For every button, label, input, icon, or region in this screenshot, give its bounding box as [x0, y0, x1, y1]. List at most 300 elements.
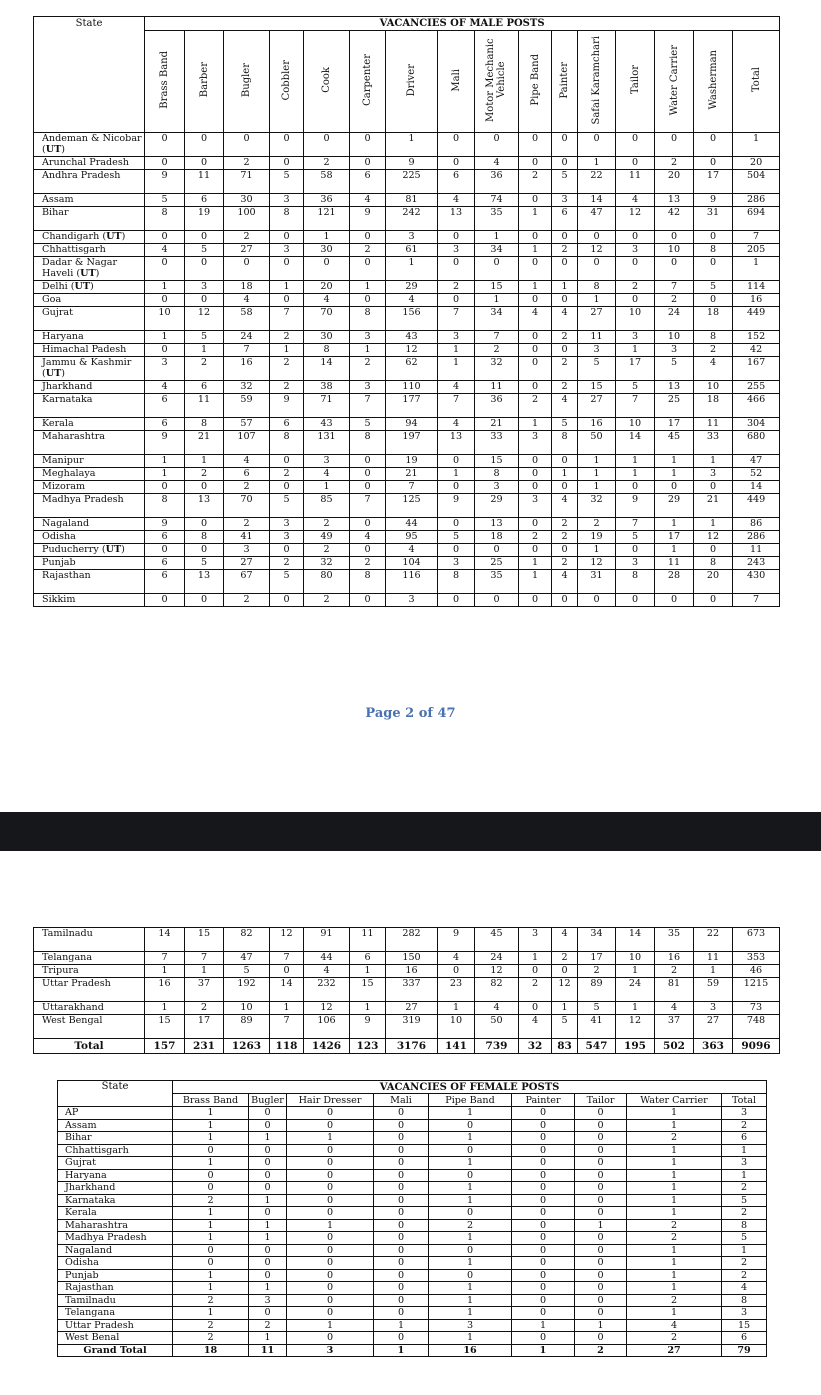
- value-cell: 1: [578, 157, 616, 170]
- value-cell: 0: [304, 133, 350, 157]
- value-cell: 1: [270, 344, 304, 357]
- value-cell: 0: [173, 1244, 249, 1257]
- value-cell: 0: [374, 1307, 429, 1320]
- male-table-body: [34, 133, 780, 607]
- value-cell: 7: [386, 481, 438, 494]
- value-cell: 1: [519, 244, 552, 257]
- value-cell: 6: [145, 557, 185, 570]
- value-cell: 6: [552, 207, 578, 231]
- state-cell: Tamilnadu: [58, 1294, 173, 1307]
- value-cell: 2: [722, 1119, 767, 1132]
- value-cell: 0: [512, 1269, 575, 1282]
- value-cell: 1: [173, 1119, 249, 1132]
- state-name: Meghalaya: [42, 468, 96, 479]
- value-cell: 0: [374, 1182, 429, 1195]
- value-cell: 4: [224, 455, 270, 468]
- value-cell: 8: [270, 207, 304, 231]
- value-cell: 57: [224, 418, 270, 431]
- state-cell: Uttar Pradesh: [58, 1319, 173, 1332]
- value-cell: 16: [578, 418, 616, 431]
- table-row: [58, 1269, 767, 1282]
- state-cell: [34, 331, 145, 344]
- value-cell: 0: [287, 1232, 374, 1245]
- column-header: Mali: [374, 1094, 429, 1107]
- value-cell: 2: [655, 965, 694, 978]
- value-cell: 16: [145, 978, 185, 1002]
- value-cell: 80: [304, 570, 350, 594]
- ut-marker: UT: [80, 267, 96, 279]
- value-cell: 1: [627, 1307, 722, 1320]
- state-column-header: State: [34, 17, 145, 133]
- value-cell: 0: [374, 1269, 429, 1282]
- value-cell: 11: [475, 381, 519, 394]
- value-cell: 1: [249, 1332, 287, 1345]
- value-cell: 17: [694, 170, 733, 194]
- state-cell: Dadar & Nagar Haveli (UT): [34, 257, 145, 281]
- value-cell: 5: [145, 194, 185, 207]
- table-row: [58, 1219, 767, 1232]
- value-cell: 0: [374, 1207, 429, 1220]
- total-value-cell: 547: [578, 1039, 616, 1054]
- value-cell: 0: [616, 594, 655, 607]
- value-cell: 49: [304, 531, 350, 544]
- value-cell: 0: [145, 133, 185, 157]
- value-cell: 85: [304, 494, 350, 518]
- total-value-cell: 231: [185, 1039, 224, 1054]
- value-cell: 16: [655, 952, 694, 965]
- state-cell: Kerala: [58, 1207, 173, 1220]
- value-cell: 7: [438, 307, 475, 331]
- value-cell: 14: [733, 481, 780, 494]
- value-cell: 15: [578, 381, 616, 394]
- value-cell: 0: [575, 1332, 627, 1345]
- value-cell: 8: [438, 570, 475, 594]
- value-cell: 1: [429, 1332, 512, 1345]
- value-cell: 3: [185, 281, 224, 294]
- value-cell: 1: [694, 965, 733, 978]
- value-cell: 0: [519, 965, 552, 978]
- table-row: [34, 331, 780, 344]
- value-cell: 47: [224, 952, 270, 965]
- state-cell: Nagaland: [58, 1244, 173, 1257]
- value-cell: 81: [386, 194, 438, 207]
- table-row: [58, 1332, 767, 1345]
- value-cell: 0: [575, 1232, 627, 1245]
- value-cell: 0: [519, 468, 552, 481]
- table-row: [34, 381, 780, 394]
- value-cell: 100: [224, 207, 270, 231]
- value-cell: 21: [694, 494, 733, 518]
- value-cell: 10: [655, 331, 694, 344]
- value-cell: 6: [145, 394, 185, 418]
- value-cell: 81: [655, 978, 694, 1002]
- value-cell: 1: [655, 518, 694, 531]
- value-cell: 255: [733, 381, 780, 394]
- value-cell: 0: [287, 1194, 374, 1207]
- value-cell: 27: [694, 1015, 733, 1039]
- value-cell: 2: [552, 357, 578, 381]
- column-header-label: Barber: [198, 62, 210, 98]
- value-cell: 0: [552, 965, 578, 978]
- value-cell: 0: [552, 544, 578, 557]
- value-cell: 1: [519, 281, 552, 294]
- value-cell: 6: [722, 1332, 767, 1345]
- value-cell: 0: [655, 594, 694, 607]
- value-cell: 3: [722, 1307, 767, 1320]
- value-cell: 30: [304, 244, 350, 257]
- value-cell: 0: [512, 1132, 575, 1145]
- value-cell: 0: [249, 1307, 287, 1320]
- state-name: Odisha: [42, 531, 76, 542]
- value-cell: 0: [249, 1107, 287, 1120]
- value-cell: 0: [512, 1244, 575, 1257]
- table-row: [34, 194, 780, 207]
- value-cell: 0: [438, 257, 475, 281]
- value-cell: 0: [552, 157, 578, 170]
- value-cell: 6: [185, 381, 224, 394]
- column-header: Painter: [512, 1094, 575, 1107]
- value-cell: 0: [694, 157, 733, 170]
- value-cell: 0: [575, 1194, 627, 1207]
- value-cell: 6: [145, 570, 185, 594]
- value-cell: 9: [386, 157, 438, 170]
- column-header-label: Brass Band: [159, 51, 170, 109]
- value-cell: 11: [185, 170, 224, 194]
- value-cell: 32: [224, 381, 270, 394]
- value-cell: 0: [350, 594, 386, 607]
- column-header-label: Carpenter: [362, 54, 373, 106]
- value-cell: 8: [270, 431, 304, 455]
- value-cell: 0: [270, 257, 304, 281]
- value-cell: 0: [374, 1107, 429, 1120]
- value-cell: 0: [270, 294, 304, 307]
- value-cell: 2: [519, 394, 552, 418]
- value-cell: 10: [616, 952, 655, 965]
- value-cell: 1: [512, 1319, 575, 1332]
- value-cell: 0: [249, 1207, 287, 1220]
- value-cell: 4: [438, 952, 475, 965]
- state-cell: Madhya Pradesh: [58, 1232, 173, 1245]
- column-header: Bugler: [249, 1094, 287, 1107]
- state-cell: [34, 244, 145, 257]
- value-cell: 0: [224, 257, 270, 281]
- table-row: [34, 431, 780, 455]
- value-cell: 5: [616, 381, 655, 394]
- column-header: [655, 31, 694, 133]
- table-row: [34, 557, 780, 570]
- value-cell: 2: [578, 965, 616, 978]
- column-header: [386, 31, 438, 133]
- value-cell: 0: [287, 1157, 374, 1170]
- table-row: [34, 455, 780, 468]
- value-cell: 9: [616, 494, 655, 518]
- value-cell: 0: [287, 1257, 374, 1270]
- value-cell: 8: [185, 531, 224, 544]
- value-cell: 0: [552, 294, 578, 307]
- value-cell: 31: [694, 207, 733, 231]
- value-cell: 12: [386, 344, 438, 357]
- value-cell: 1: [287, 1219, 374, 1232]
- value-cell: 7: [185, 952, 224, 965]
- table-row: [58, 1169, 767, 1182]
- value-cell: 2: [173, 1194, 249, 1207]
- value-cell: 2: [185, 357, 224, 381]
- table-row: [34, 978, 780, 1002]
- value-cell: 5: [224, 965, 270, 978]
- value-cell: 0: [475, 594, 519, 607]
- value-cell: 0: [185, 294, 224, 307]
- value-cell: 0: [173, 1257, 249, 1270]
- value-cell: 35: [475, 207, 519, 231]
- value-cell: 71: [224, 170, 270, 194]
- table-row: [34, 1015, 780, 1039]
- value-cell: 71: [304, 394, 350, 418]
- value-cell: 319: [386, 1015, 438, 1039]
- value-cell: 1: [733, 257, 780, 281]
- ut-marker: UT: [74, 281, 90, 292]
- value-cell: 2: [270, 331, 304, 344]
- value-cell: 1: [627, 1157, 722, 1170]
- table-row: [58, 1194, 767, 1207]
- value-cell: 82: [475, 978, 519, 1002]
- value-cell: 4: [475, 1002, 519, 1015]
- value-cell: 3: [304, 455, 350, 468]
- value-cell: 5: [270, 170, 304, 194]
- column-header: [578, 31, 616, 133]
- value-cell: 0: [512, 1144, 575, 1157]
- value-cell: 3: [438, 244, 475, 257]
- state-name: Tamilnadu: [42, 928, 93, 939]
- value-cell: 0: [575, 1182, 627, 1195]
- value-cell: 7: [224, 344, 270, 357]
- value-cell: 0: [519, 544, 552, 557]
- column-header: Water Carrier: [627, 1094, 722, 1107]
- value-cell: 18: [224, 281, 270, 294]
- value-cell: 3: [578, 344, 616, 357]
- grand-total-value-cell: 11: [249, 1344, 287, 1357]
- value-cell: 4: [304, 965, 350, 978]
- value-cell: 104: [386, 557, 438, 570]
- value-cell: 5: [350, 418, 386, 431]
- value-cell: 0: [185, 544, 224, 557]
- value-cell: 14: [616, 928, 655, 952]
- value-cell: 121: [304, 207, 350, 231]
- value-cell: 95: [386, 531, 438, 544]
- value-cell: 8: [145, 207, 185, 231]
- value-cell: 243: [733, 557, 780, 570]
- value-cell: 0: [287, 1332, 374, 1345]
- state-name: Maharashtra: [42, 431, 106, 442]
- table-row: [58, 1157, 767, 1170]
- state-cell: Jammu & Kashmir (UT): [34, 357, 145, 381]
- value-cell: 125: [386, 494, 438, 518]
- state-cell: Jharkhand: [58, 1182, 173, 1195]
- value-cell: 38: [304, 381, 350, 394]
- value-cell: 41: [224, 531, 270, 544]
- state-column-header: State: [58, 1081, 173, 1107]
- value-cell: 2: [249, 1319, 287, 1332]
- value-cell: 3: [655, 344, 694, 357]
- value-cell: 20: [694, 570, 733, 594]
- value-cell: 0: [438, 965, 475, 978]
- value-cell: 0: [270, 481, 304, 494]
- value-cell: 1: [694, 518, 733, 531]
- value-cell: 70: [224, 494, 270, 518]
- value-cell: 3: [270, 194, 304, 207]
- state-cell: [34, 344, 145, 357]
- value-cell: 2: [578, 518, 616, 531]
- column-header: [270, 31, 304, 133]
- grand-total-value-cell: 18: [173, 1344, 249, 1357]
- value-cell: 3: [616, 244, 655, 257]
- value-cell: 1: [552, 1002, 578, 1015]
- value-cell: 0: [304, 257, 350, 281]
- value-cell: 12: [694, 531, 733, 544]
- value-cell: 2: [173, 1332, 249, 1345]
- value-cell: 3: [386, 231, 438, 244]
- value-cell: 4: [145, 244, 185, 257]
- value-cell: 4: [350, 531, 386, 544]
- value-cell: 13: [438, 207, 475, 231]
- value-cell: 1: [627, 1169, 722, 1182]
- table-row: [58, 1244, 767, 1257]
- value-cell: 3: [270, 244, 304, 257]
- value-cell: 5: [616, 531, 655, 544]
- value-cell: 0: [655, 231, 694, 244]
- value-cell: 15: [722, 1319, 767, 1332]
- state-name: Kerala: [42, 418, 74, 429]
- value-cell: 4: [224, 294, 270, 307]
- column-header: [350, 31, 386, 133]
- state-cell: [34, 455, 145, 468]
- value-cell: 5: [552, 418, 578, 431]
- total-value-cell: 157: [145, 1039, 185, 1054]
- value-cell: 42: [733, 344, 780, 357]
- value-cell: 2: [350, 557, 386, 570]
- value-cell: 0: [438, 294, 475, 307]
- value-cell: 1: [429, 1157, 512, 1170]
- total-label: Total: [34, 1039, 145, 1054]
- value-cell: 32: [578, 494, 616, 518]
- value-cell: 286: [733, 531, 780, 544]
- value-cell: 24: [224, 331, 270, 344]
- value-cell: 0: [575, 1132, 627, 1145]
- value-cell: 1: [722, 1169, 767, 1182]
- value-cell: 2: [350, 244, 386, 257]
- value-cell: 41: [578, 1015, 616, 1039]
- total-value-cell: 118: [270, 1039, 304, 1054]
- value-cell: 46: [733, 965, 780, 978]
- value-cell: 18: [694, 307, 733, 331]
- value-cell: 5: [270, 494, 304, 518]
- state-cell: [34, 928, 145, 952]
- value-cell: 89: [578, 978, 616, 1002]
- value-cell: 1: [270, 1002, 304, 1015]
- value-cell: 2: [270, 357, 304, 381]
- state-name: Dadar & Nagar Haveli: [42, 257, 118, 279]
- value-cell: 0: [512, 1119, 575, 1132]
- value-cell: 8: [350, 570, 386, 594]
- value-cell: 0: [512, 1182, 575, 1195]
- value-cell: 5: [552, 1015, 578, 1039]
- column-header: [438, 31, 475, 133]
- value-cell: 0: [145, 231, 185, 244]
- value-cell: 192: [224, 978, 270, 1002]
- female-vacancies-table: [57, 1080, 767, 1357]
- value-cell: 21: [185, 431, 224, 455]
- table-row: [58, 1144, 767, 1157]
- value-cell: 0: [374, 1119, 429, 1132]
- value-cell: 0: [575, 1107, 627, 1120]
- table-row: [58, 1257, 767, 1270]
- column-header: [519, 31, 552, 133]
- value-cell: 15: [350, 978, 386, 1002]
- table-row: [34, 357, 780, 381]
- value-cell: 0: [519, 157, 552, 170]
- male-vacancies-table-continued: [33, 927, 780, 1054]
- state-cell: [34, 570, 145, 594]
- value-cell: 4: [616, 194, 655, 207]
- value-cell: 0: [185, 133, 224, 157]
- value-cell: 0: [287, 1119, 374, 1132]
- column-header: [185, 31, 224, 133]
- grand-total-value-cell: 79: [722, 1344, 767, 1357]
- state-cell: [34, 394, 145, 418]
- column-header-label: Driver: [406, 63, 417, 97]
- table-row: [34, 294, 780, 307]
- value-cell: 156: [386, 307, 438, 331]
- value-cell: 29: [655, 494, 694, 518]
- value-cell: 43: [386, 331, 438, 344]
- value-cell: 0: [519, 455, 552, 468]
- total-value-cell: 123: [350, 1039, 386, 1054]
- value-cell: 0: [438, 481, 475, 494]
- value-cell: 0: [694, 594, 733, 607]
- value-cell: 0: [287, 1144, 374, 1157]
- value-cell: 0: [350, 544, 386, 557]
- value-cell: 1: [249, 1232, 287, 1245]
- value-cell: 7: [145, 952, 185, 965]
- state-cell: [34, 531, 145, 544]
- value-cell: 62: [386, 357, 438, 381]
- value-cell: 1: [552, 281, 578, 294]
- value-cell: 0: [249, 1182, 287, 1195]
- value-cell: 16: [386, 965, 438, 978]
- state-cell: [34, 978, 145, 1002]
- value-cell: 0: [374, 1194, 429, 1207]
- value-cell: 0: [350, 294, 386, 307]
- state-name: Goa: [42, 294, 62, 305]
- value-cell: 4: [519, 307, 552, 331]
- state-cell: [34, 431, 145, 455]
- value-cell: 110: [386, 381, 438, 394]
- value-cell: 3: [616, 331, 655, 344]
- state-cell: [34, 157, 145, 170]
- value-cell: 0: [519, 344, 552, 357]
- state-cell: Andeman & Nicobar (UT): [34, 133, 145, 157]
- column-header: [552, 31, 578, 133]
- value-cell: 12: [270, 928, 304, 952]
- value-cell: 12: [185, 307, 224, 331]
- value-cell: 152: [733, 331, 780, 344]
- column-header-label: Total: [750, 67, 762, 93]
- value-cell: 0: [350, 257, 386, 281]
- value-cell: 304: [733, 418, 780, 431]
- value-cell: 4: [627, 1319, 722, 1332]
- value-cell: 1215: [733, 978, 780, 1002]
- value-cell: 225: [386, 170, 438, 194]
- value-cell: 0: [575, 1282, 627, 1295]
